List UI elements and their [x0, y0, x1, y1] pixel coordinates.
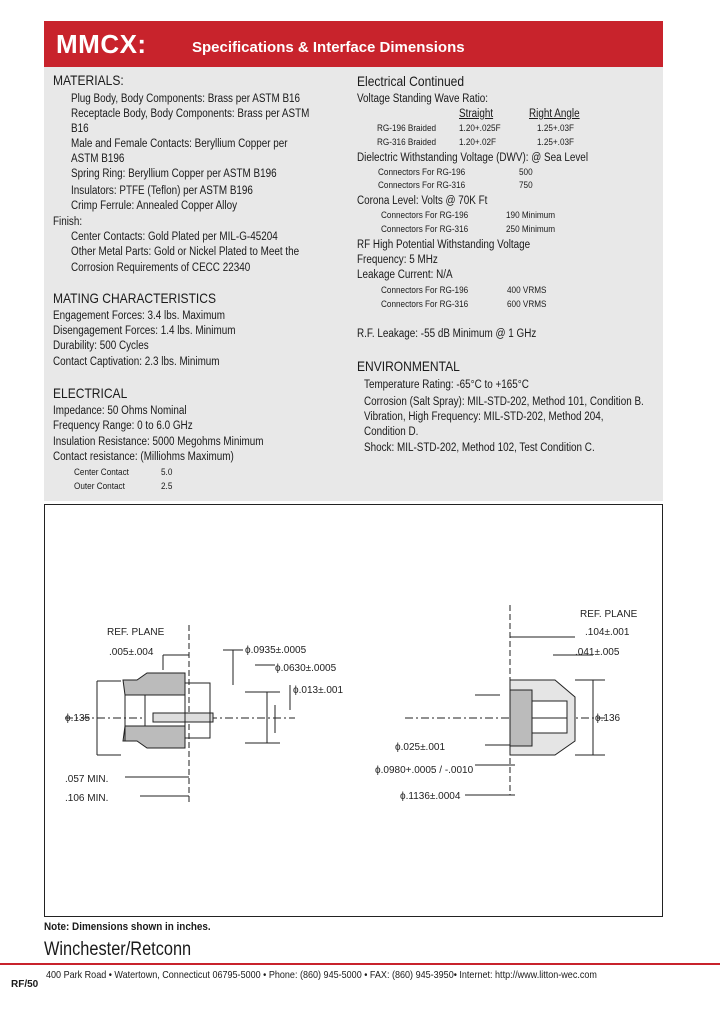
finish-line: Center Contacts: Gold Plated per MIL-G-45204 [71, 231, 278, 243]
environmental-line: Condition D. [364, 426, 419, 438]
page-number: RF/50 [11, 979, 39, 990]
materials-line: B16 [71, 123, 89, 135]
leakage-row-value: 600 VRMS [507, 299, 547, 310]
vswr-cable: RG-316 Braided [377, 137, 437, 148]
page-title: Specifications & Interface Dimensions [192, 39, 465, 56]
plug-dim: ϕ.0630±.0005 [275, 663, 337, 674]
environmental-line: Corrosion (Salt Spray): MIL-STD-202, Method 101, Condition B. [364, 396, 644, 408]
mating-line: Durability: 500 Cycles [53, 340, 149, 352]
materials-line: Spring Ring: Beryllium Copper per ASTM B196 [71, 168, 277, 180]
dwv-row-value: 750 [519, 180, 533, 191]
electrical-line: Impedance: 50 Ohms Nominal [53, 405, 187, 417]
leakage-row-label: Connectors For RG-316 [381, 299, 469, 310]
materials-line: Crimp Ferrule: Annealed Copper Alloy [71, 200, 238, 212]
interface-drawings [45, 505, 662, 916]
vswr-header-right-angle: Right Angle [529, 108, 580, 120]
vswr-straight: 1.20+.025F [459, 123, 501, 134]
receptacle-ref-plane: REF. PLANE [580, 609, 638, 620]
receptacle-dim: ϕ.1136±.0004 [400, 791, 461, 802]
corona-row-value: 190 Minimum [506, 210, 556, 221]
receptacle-dim: ϕ.136 [595, 713, 621, 724]
finish-line: Other Metal Parts: Gold or Nickel Plated to Meet the [71, 246, 300, 258]
interface-drawing-box [44, 504, 663, 917]
dwv-row-value: 500 [519, 167, 533, 178]
electrical-line: Contact resistance: (Milliohms Maximum) [53, 451, 234, 463]
plug-dim: ϕ.013±.001 [293, 685, 344, 696]
leakage-row-value: 400 VRMS [507, 285, 547, 296]
dwv-row-label: Connectors For RG-196 [378, 167, 466, 178]
electrical-line: Frequency Range: 0 to 6.0 GHz [53, 420, 193, 432]
receptacle-dim: ϕ.0980+.0005 / -.0010 [375, 765, 474, 776]
rf-leakage: R.F. Leakage: -55 dB Minimum @ 1 GHz [357, 328, 537, 340]
plug-dim: ϕ.0935±.0005 [245, 645, 307, 656]
plug-dim: ϕ.135 [65, 713, 91, 724]
resistance-label: Center Contact [74, 467, 129, 478]
leakage-current-label: Leakage Current: N/A [357, 269, 453, 281]
vswr-right-angle: 1.25+.03F [537, 137, 575, 148]
finish-line: Corrosion Requirements of CECC 22340 [71, 262, 251, 274]
environmental-heading: ENVIRONMENTAL [357, 358, 460, 374]
environmental-line: Temperature Rating: -65°C to +165°C [364, 379, 529, 391]
plug-ref-plane: REF. PLANE [107, 627, 165, 638]
vswr-straight: 1.20+.02F [459, 137, 497, 148]
environmental-line: Vibration, High Frequency: MIL-STD-202, Method 204, [364, 411, 604, 423]
finish-label: Finish: [53, 216, 83, 228]
receptacle-dim: ϕ.025±.001 [395, 742, 446, 753]
materials-line: Receptacle Body, Body Components: Brass per ASTM [71, 108, 310, 120]
electrical-heading: ELECTRICAL [53, 385, 128, 401]
mating-line: Engagement Forces: 3.4 lbs. Maximum [53, 310, 226, 322]
resistance-value: 5.0 [161, 467, 173, 478]
dwv-row-label: Connectors For RG-316 [378, 180, 466, 191]
mating-line: Disengagement Forces: 1.4 lbs. Minimum [53, 325, 236, 337]
vswr-cable: RG-196 Braided [377, 123, 437, 134]
rf-high-potential-label: RF High Potential Withstanding Voltage [357, 239, 531, 251]
leakage-row-label: Connectors For RG-196 [381, 285, 469, 296]
specifications-panel [44, 67, 663, 501]
vswr-label: Voltage Standing Wave Ratio: [357, 93, 489, 105]
corona-row-label: Connectors For RG-196 [381, 210, 469, 221]
dwv-label: Dielectric Withstanding Voltage (DWV): @ Sea Level [357, 152, 589, 164]
vswr-header-straight: Straight [459, 108, 494, 120]
resistance-label: Outer Contact [74, 481, 125, 492]
materials-line: Plug Body, Body Components: Brass per ASTM B16 [71, 93, 301, 105]
product-name: MMCX: [56, 29, 147, 59]
environmental-line: Shock: MIL-STD-202, Method 102, Test Condition C. [364, 442, 595, 454]
mating-heading: MATING CHARACTERISTICS [53, 290, 216, 306]
corona-row-label: Connectors For RG-316 [381, 224, 469, 235]
materials-line: Male and Female Contacts: Beryllium Copper per [71, 138, 288, 150]
plug-dim: .005±.004 [109, 647, 154, 658]
receptacle-dim: .041±.005 [575, 647, 620, 658]
corona-label: Corona Level: Volts @ 70K Ft [357, 195, 488, 207]
plug-dim: .057 MIN. [65, 774, 109, 785]
materials-line: Insulators: PTFE (Teflon) per ASTM B196 [71, 185, 253, 197]
footer-divider [0, 963, 720, 965]
dimensions-note: Note: Dimensions shown in inches. [44, 921, 211, 933]
company-name: Winchester/Retconn [44, 939, 192, 960]
materials-heading: MATERIALS: [53, 72, 124, 88]
electrical-continued-heading: Electrical Continued [357, 73, 465, 89]
corona-row-value: 250 Minimum [506, 224, 556, 235]
materials-line: ASTM B196 [71, 153, 125, 165]
vswr-right-angle: 1.25+.03F [537, 123, 575, 134]
electrical-line: Insulation Resistance: 5000 Megohms Minimum [53, 436, 264, 448]
mating-line: Contact Captivation: 2.3 lbs. Minimum [53, 356, 220, 368]
title-banner [44, 21, 663, 67]
frequency-label: Frequency: 5 MHz [357, 254, 438, 266]
plug-dim: .106 MIN. [65, 793, 109, 804]
receptacle-dim: .104±.001 [585, 627, 630, 638]
company-address: 400 Park Road • Watertown, Connecticut 06795-5000 • Phone: (860) 945-5000 • FAX: (860) 945-3950• Internet: http://www.litton-wec.com [46, 969, 597, 981]
resistance-value: 2.5 [161, 481, 173, 492]
